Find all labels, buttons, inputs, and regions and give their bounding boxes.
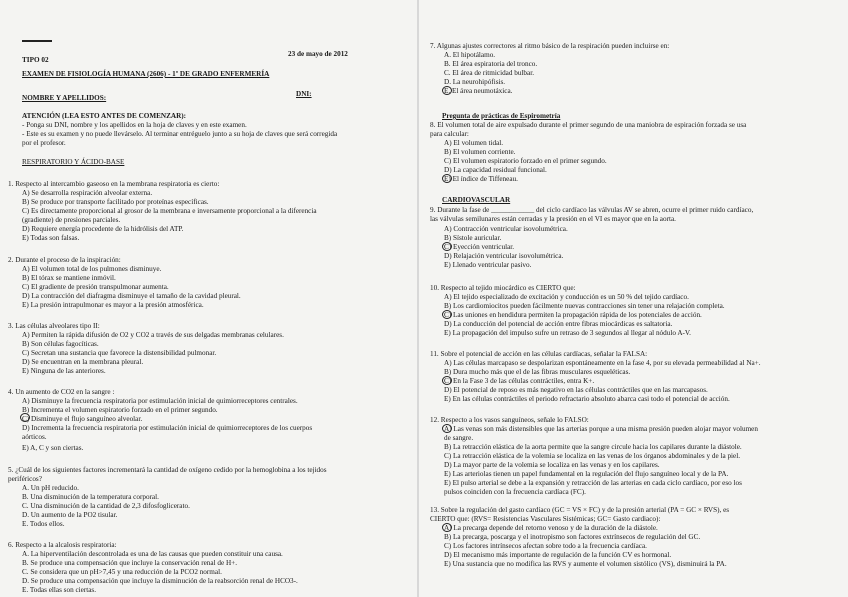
q1-option-a: A) Se desarrolla respiración alveolar externa. xyxy=(22,189,153,197)
q1-option-c-cont: (gradiente) de presiones parciales. xyxy=(22,216,121,224)
top-dash xyxy=(22,40,52,42)
name-label: NOMBRE Y APELLIDOS: xyxy=(22,94,107,102)
attention-line-3: por el profesor. xyxy=(22,139,66,147)
q8-option-e: E) El índice de Tiffeneau. xyxy=(444,175,518,183)
q13-option-a: A) La precarga depende del retorno venoso y de la duración de la diástole. xyxy=(444,524,658,532)
answer-circle-mark xyxy=(442,424,452,433)
answer-circle-mark xyxy=(442,310,452,319)
q3-option-b: B) Son células fagocíticas. xyxy=(22,340,99,348)
q12-stem: 12. Respecto a los vasos sanguíneos, señale lo FALSO: xyxy=(430,416,589,424)
q11-option-a: A) Las células marcapaso se despolarizan espontáneamente en la fase 4, por su elevada permeabilidad al Na+. xyxy=(444,359,761,367)
answer-circle-mark xyxy=(442,523,452,532)
q5-option-a: A. Un pH reducido. xyxy=(22,484,79,492)
attention-title: ATENCIÓN (LEA ESTO ANTES DE COMENZAR): xyxy=(22,112,187,120)
q12-option-e: E) Las arteriolas tienen un papel fundamental en la regulación del flujo sanguíneo local y de la PA. xyxy=(444,470,729,478)
q2-option-a: A) El volumen total de los pulmones disminuye. xyxy=(22,265,162,273)
q10-option-b: B) Los cardiomiocitos pueden fácilmente nuevas contracciones sin tener una relajación completa. xyxy=(444,302,725,310)
q13-option-c: C) Los factores intrínsecos afectan sobre todo a la frecuencia cardíaca. xyxy=(444,542,647,550)
dni-label: DNI: xyxy=(296,90,312,98)
q11-option-b: B) Dura mucho más que el de las fibras musculares esqueléticas. xyxy=(444,368,631,376)
attention-line-2: - Este es su examen y no puede llevárselo. Al terminar entréguelo junto a su hoja de claves que será corregida xyxy=(22,130,338,138)
q11-option-e: E) En las células contráctiles el periodo refractario absoluto abarca casi todo el potencial de acción. xyxy=(444,395,730,403)
q10-option-d: D) La conducción del potencial de acción entre fibras miocárdicas es saltatoria. xyxy=(444,320,673,328)
q4-stem: 4. Un aumento de CO2 en la sangre : xyxy=(8,388,115,396)
q12-option-b: B) La retracción elástica de la aorta permite que la sangre circule hacia los capilares durante la diástole. xyxy=(444,443,742,451)
q4-option-c: C) Disminuye el flujo sanguíneo alveolar. xyxy=(22,415,143,423)
q13-option-d: D) El mecanismo más importante de regulación de la función CV es hormonal. xyxy=(444,551,672,559)
q12-option-a-cont: de sangre. xyxy=(444,434,474,442)
q11-stem: 11. Sobre el potencial de acción en las células cardíacas, señalar la FALSA: xyxy=(430,350,648,358)
exam-date: 23 de mayo de 2012 xyxy=(288,50,348,58)
q6-stem: 6. Respecto a la alcalosis respiratoria: xyxy=(8,541,117,549)
answer-circle-mark xyxy=(442,242,452,251)
q12-option-e-2: E) El pulso arterial se debe a la expansión y retracción de las arterias en cada ciclo cardíaco, por eso los xyxy=(444,479,742,487)
q9-option-b: B) Sístole auricular. xyxy=(444,234,502,242)
q2-option-d: D) La contracción del diafragma disminuye el tamaño de la cavidad pleural. xyxy=(22,292,241,300)
q2-stem: 2. Durante el proceso de la inspiración: xyxy=(8,256,121,264)
q5-option-e: E. Todos ellos. xyxy=(22,520,65,528)
left-column xyxy=(0,0,418,597)
q8-stem-cont: para calcular: xyxy=(430,130,469,138)
q8-option-b: B) El volumen corriente. xyxy=(444,148,516,156)
q1-stem: 1. Respecto al intercambio gaseoso en la membrana respiratoria es cierto: xyxy=(8,180,220,188)
q9-option-e: E) Llenado ventricular pasivo. xyxy=(444,261,532,269)
q6-option-e: E. Todas ellas son ciertas. xyxy=(22,586,97,594)
q2-option-b: B) El tórax se mantiene inmóvil. xyxy=(22,274,116,282)
q10-option-e: E) La propagación del impulso sufre un retraso de 3 segundos al llegar al nódulo A-V. xyxy=(444,329,691,337)
right-column xyxy=(420,0,848,597)
q13-stem: 13. Sobre la regulación del gasto cardíaco (GC = VS × FC) y de la presión arterial (PA = GC × RVS), es xyxy=(430,506,730,514)
q8-option-a: A) El volumen tidal. xyxy=(444,139,504,147)
q9-option-d: D) Relajación ventricular isovolumétrica. xyxy=(444,252,564,260)
q7-option-c: C. El área de ritmicidad bulbar. xyxy=(444,69,535,77)
q7-option-d: D. La neurohipófisis. xyxy=(444,78,506,86)
q1-option-b: B) Se produce por transporte facilitado por proteínas específicas. xyxy=(22,198,209,206)
q10-option-a: A) El tejido especializado de excitación y conducción es un 50 % del tejido cardíaco. xyxy=(444,293,689,301)
q7-option-a: A. El hipotálamo. xyxy=(444,51,496,59)
q7-stem: 7. Algunas ajustes correctores al ritmo básico de la respiración pueden incluirse en: xyxy=(430,42,670,50)
q4-option-b: B) Incrementa el volumen espiratorio forzado en el primer segundo. xyxy=(22,406,218,414)
q9-option-c: C) Eyección ventricular. xyxy=(444,243,515,251)
q1-option-e: E) Todas son falsas. xyxy=(22,234,80,242)
q4-option-a: A) Disminuye la frecuencia respiratoria por estimulación inicial de quimiorreceptores centrales. xyxy=(22,397,298,405)
q3-option-d: D) Se encuentran en la membrana pleural. xyxy=(22,358,144,366)
q6-option-a: A. La hiperventilación descontrolada es una de las causas que pueden constituir una causa. xyxy=(22,550,283,558)
q5-option-c: C. Una disminución de la cantidad de 2,3 difosfoglicerato. xyxy=(22,502,190,510)
q12-option-a: A) Las venas son más distensibles que las arterias porque a una misma presión pueden alojar mayor volumen xyxy=(444,425,758,433)
q13-stem-cont: CIERTO que: (RVS= Resistencias Vasculares Sistémicas; GC= Gasto cardiaco): xyxy=(430,515,661,523)
q8-option-d: D) La capacidad residual funcional. xyxy=(444,166,547,174)
section-title-respiratory: RESPIRATORIO Y ÁCIDO-BASE xyxy=(22,158,125,166)
q8-option-c: C) El volumen espiratorio forzado en el primer segundo. xyxy=(444,157,607,165)
q5-option-b: B. Una disminución de la temperatura corporal. xyxy=(22,493,159,501)
q12-option-c: C) La retracción elástica de la volemia se localiza en las venas de los órganos abdominales y de la piel. xyxy=(444,452,741,460)
q4-option-d: D) Incrementa la frecuencia respiratoria por estimulación inicial de quimiorreceptores de los cuerpos xyxy=(22,424,313,432)
answer-circle-mark xyxy=(442,86,452,95)
q4-option-e: E) A, C y son ciertas. xyxy=(22,444,84,452)
exam-type: TIPO 02 xyxy=(22,56,49,64)
q7-option-e: E. El área neumotáxica. xyxy=(444,87,513,95)
answer-circle-mark xyxy=(442,376,452,385)
attention-line-1: - Ponga su DNI, nombre y los apellidos en la hoja de claves y en este examen. xyxy=(22,121,247,129)
q2-option-c: C) El gradiente de presión transpulmonar aumenta. xyxy=(22,283,169,291)
spirometry-section-title: Pregunta de prácticas de Espirometría xyxy=(442,112,561,120)
q3-option-e: E) Ninguna de las anteriores. xyxy=(22,367,106,375)
answer-circle-mark xyxy=(20,413,30,422)
q9-stem-cont: las válvulas semilunares están cerradas y la presión en el VI es mayor que en la aorta. xyxy=(430,215,676,223)
cardiovascular-section-title: CARDIOVASCULAR xyxy=(442,196,511,204)
q5-option-d: D. Un aumento de la PO2 tisular. xyxy=(22,511,118,519)
exam-title: EXAMEN DE FISIOLOGÍA HUMANA (2606) - 1º DE GRADO ENFERMERÍA xyxy=(22,70,270,78)
q5-stem: 5. ¿Cuál de los siguientes factores incrementará la cantidad de oxígeno cedido por la hemoglobina a los tejidos xyxy=(8,466,327,474)
q8-stem: 8. El volumen total de aire expulsado durante el primer segundo de una maniobra de espiración forzada se usa xyxy=(430,121,747,129)
q2-option-e: E) La presión intrapulmonar es mayor a la presión atmosférica. xyxy=(22,301,204,309)
q13-option-b: B) La precarga, poscarga y el inotropismo son factores extrínsecos de regulación del GC. xyxy=(444,533,701,541)
q12-option-d: D) La mayor parte de la volemia se localiza en las venas y en los capilares. xyxy=(444,461,660,469)
q3-option-c: C) Secretan una sustancia que favorece la distensibilidad pulmonar. xyxy=(22,349,217,357)
q12-option-e-cont: pulsos coinciden con la frecuencia cardíaca (FC). xyxy=(444,488,586,496)
q9-stem: 9. Durante la fase de ____________ del ciclo cardíaco las válvulas AV se abren, ocurre el primer ruido cardíaco, xyxy=(430,206,754,214)
q3-stem: 3. Las células alveolares tipo II: xyxy=(8,322,100,330)
q6-option-c: C. Se considera que un pH>7,45 y una reducción de la PCO2 normal. xyxy=(22,568,222,576)
q10-option-c: C) Las uniones en hendidura permiten la propagación rápida de los potenciales de acción. xyxy=(444,311,702,319)
q5-stem-cont: periféricos? xyxy=(8,475,42,483)
q1-option-d: D) Requiere energía procedente de la hidrólisis del ATP. xyxy=(22,225,184,233)
q3-option-a: A) Permiten la rápida difusión de O2 y CO2 a través de sus delgadas membranas celulares. xyxy=(22,331,284,339)
answer-circle-mark xyxy=(442,174,452,183)
q6-option-b: B. Se produce una compensación que incluye la conservación renal de H+. xyxy=(22,559,238,567)
q10-stem: 10. Respecto al tejido miocárdico es CIERTO que: xyxy=(430,284,576,292)
q1-option-c: C) Es directamente proporcional al grosor de la membrana e inversamente proporcional a la diferencia xyxy=(22,207,317,215)
q13-option-e: E) Una sustancia que no modifica las RVS y aumente el volumen sistólico (VS), disminuirá la PA. xyxy=(444,560,727,568)
q11-option-d: D) El potencial de reposo es más negativo en las células contráctiles que en las marcapasos. xyxy=(444,386,708,394)
q7-option-b: B. El área espiratoria del tronco. xyxy=(444,60,538,68)
q9-option-a: A) Contracción ventricular isovolumétrica. xyxy=(444,225,568,233)
q11-option-c: C) En la Fase 3 de las células contráctiles, entra K+. xyxy=(444,377,595,385)
q6-option-d: D. Se produce una compensación que incluye la disminución de la reabsorción renal de HCO3-. xyxy=(22,577,298,585)
q4-option-d-cont: aórticos. xyxy=(22,433,47,441)
